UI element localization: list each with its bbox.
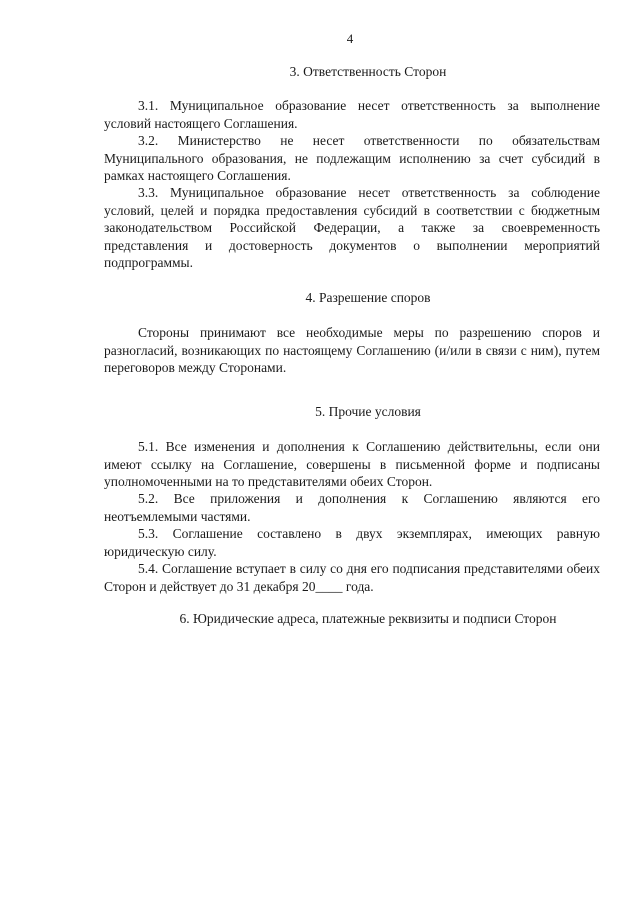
section-6-heading: 6. Юридические адреса, платежные реквизиты и подписи Сторон xyxy=(179,611,557,626)
paragraph-4: Стороны принимают все необходимые меры по разрешению споров и разногласий, возникающих по настоящему Соглашению (и/или в связи с ним), путем переговоров между Сторонами. xyxy=(104,325,600,375)
paragraph-5-4: 5.4. Соглашение вступает в силу со дня его подписания представителями обеих Сторон и действует до 31 декабря 20____ года. xyxy=(104,561,600,594)
paragraph-5-1: 5.1. Все изменения и дополнения к Соглашению действительны, если они имеют ссылку на Соглашение, совершены в письменной форме и подписаны уполномоченными на то представителями обеих Сторон. xyxy=(104,439,600,489)
section-3-heading: 3. Ответственность Сторон xyxy=(289,64,447,79)
paragraph-3-2: 3.2. Министерство не несет ответственности по обязательствам Муниципального образования, не подлежащим исполнению за счет субсидий в рамках настоящего Соглашения. xyxy=(104,133,600,183)
paragraph-3-1: 3.1. Муниципальное образование несет ответственность за выполнение условий настоящего Соглашения. xyxy=(104,98,600,131)
paragraph-3-3: 3.3. Муниципальное образование несет ответственность за соблюдение условий, целей и порядка предоставления субсидий в соответствии с бюджетным законодательством Российской Федерации, а также за своевременность представления и достоверность документов о выполнении мероприятий подпрограммы. xyxy=(104,185,600,270)
page-number: 4 xyxy=(346,31,354,46)
paragraph-5-3: 5.3. Соглашение составлено в двух экземплярах, имеющих равную юридическую силу. xyxy=(104,526,600,559)
paragraph-5-2: 5.2. Все приложения и дополнения к Соглашению являются его неотъемлемыми частями. xyxy=(104,491,600,524)
section-4-heading: 4. Разрешение споров xyxy=(305,290,431,305)
section-5-heading: 5. Прочие условия xyxy=(315,404,421,419)
